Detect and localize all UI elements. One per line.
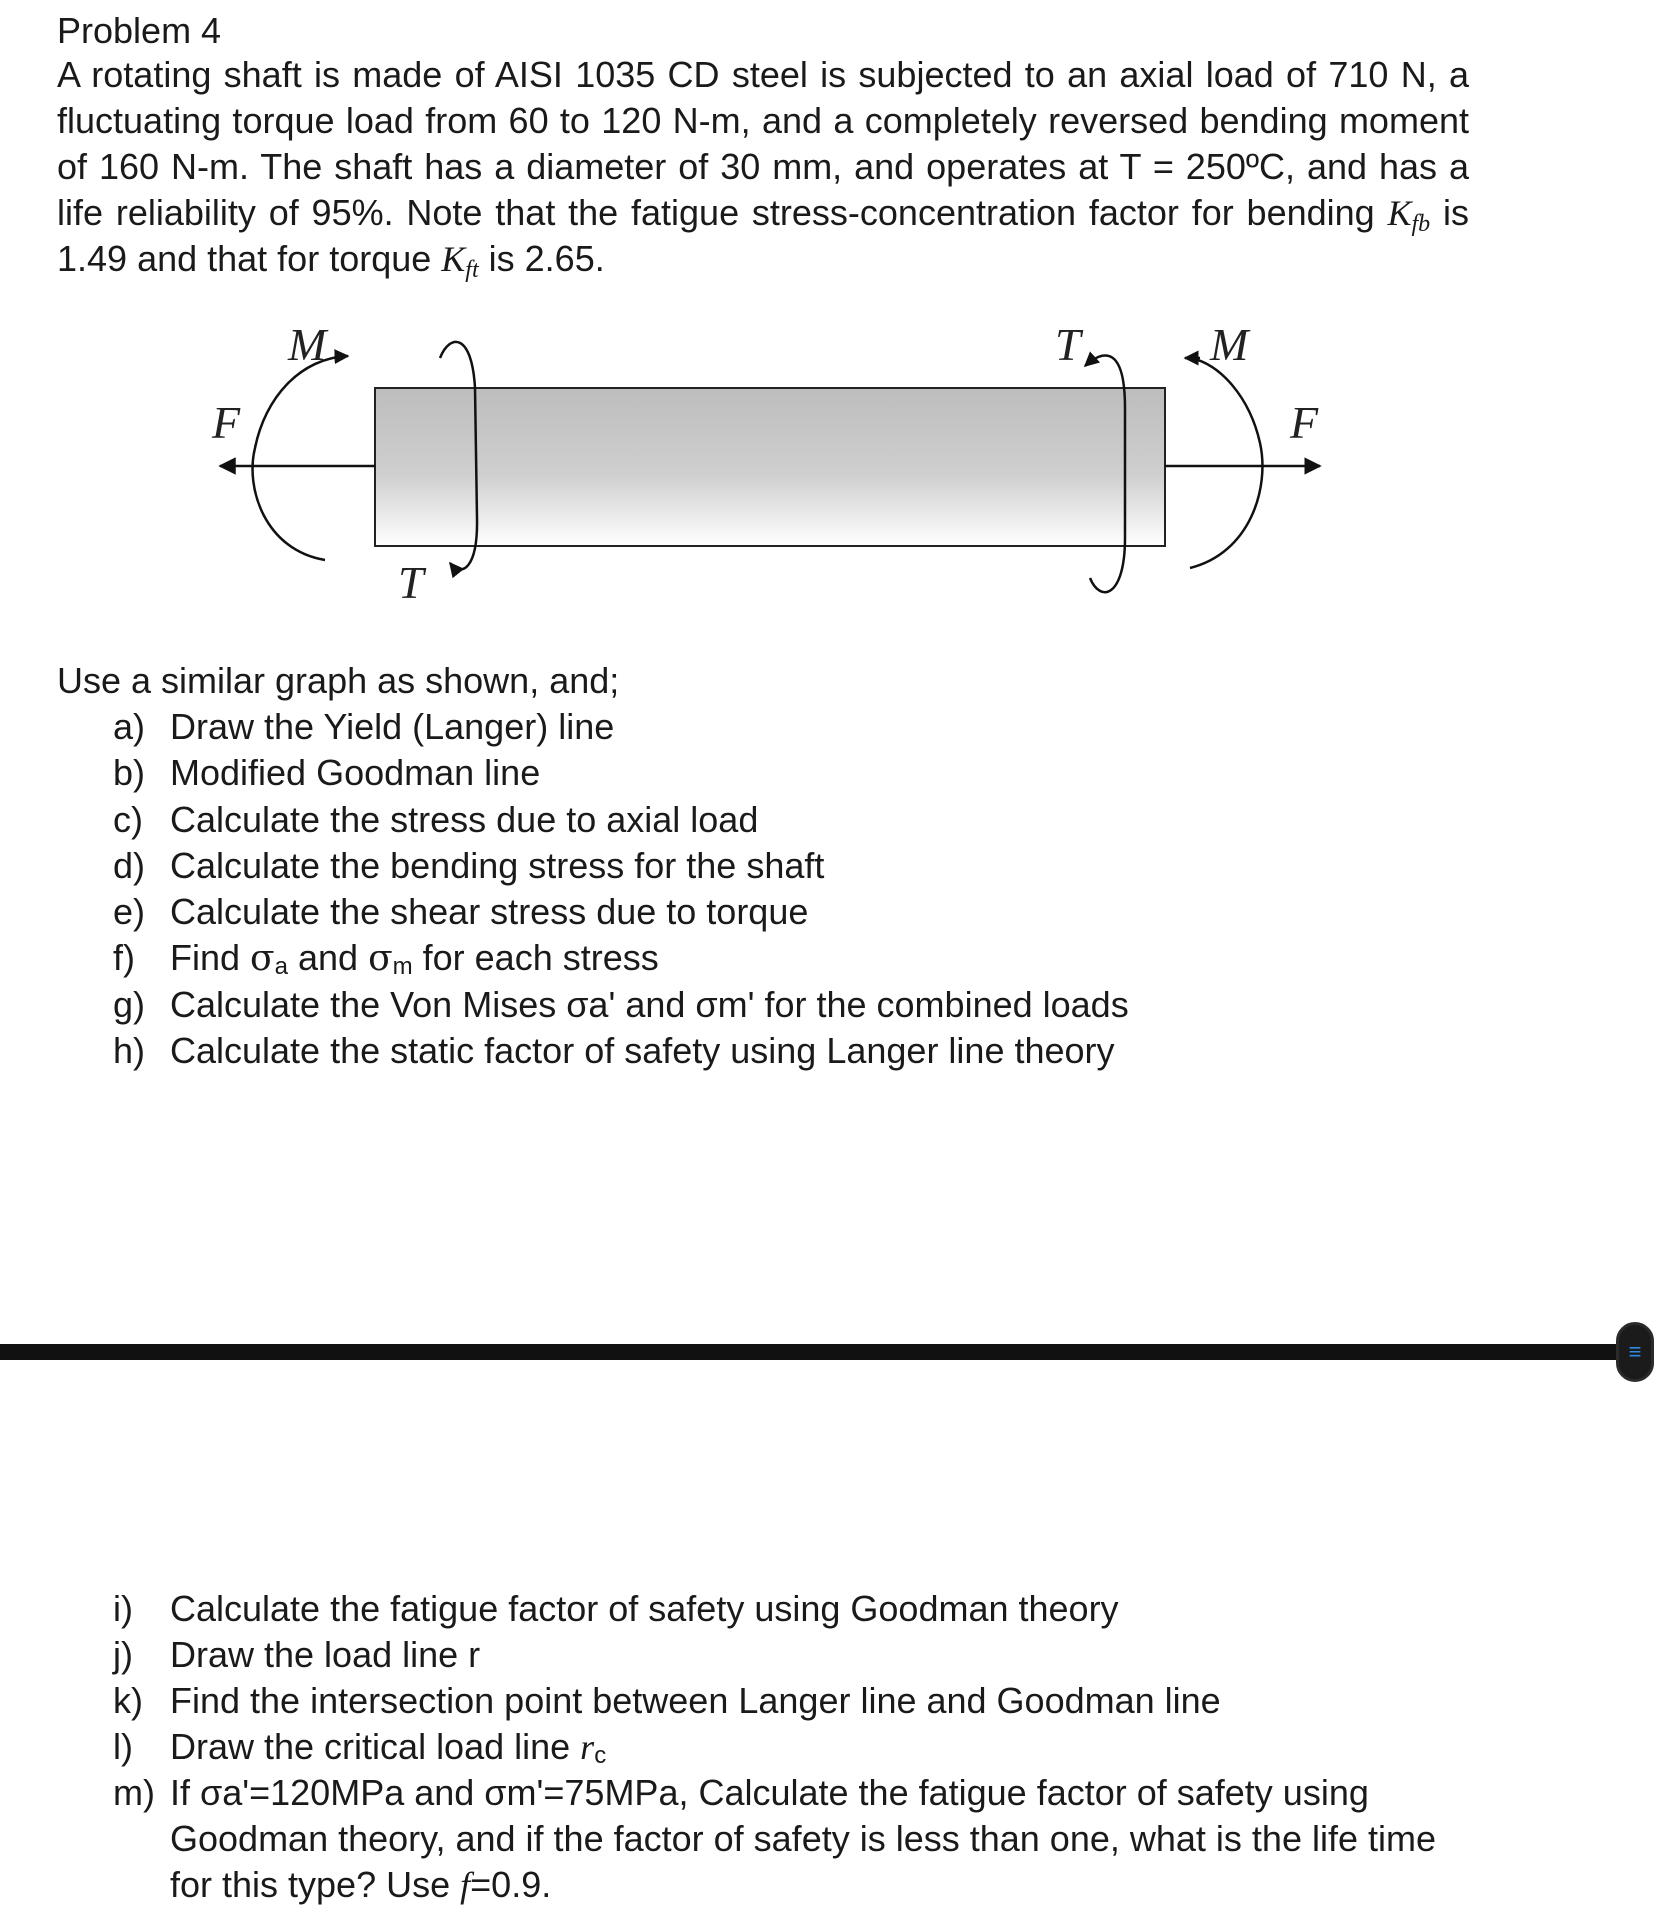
label-f-right: F [1290, 397, 1319, 448]
statement-part-1: A rotating shaft is made of AISI 1035 CD steel is subjected to an axial load of 710 N, a fluctuating torque load from 60 to 120 N-m, and a completely reversed bending moment of 160 N-m. The shaft has a diameter of 30 mm, and operates at T = 250ºC, and has a life reliability of 95%. Note that the fatigue stress-concentration factor for bending [57, 54, 1469, 233]
shaft-diagram [200, 318, 1360, 608]
task-intro: Use a similar graph as shown, and; [57, 660, 620, 701]
statement-part-2: is 1.49 and that for torque [57, 192, 1470, 279]
problem-title: Problem 4 [57, 10, 222, 51]
label-t-top: T [1055, 319, 1081, 370]
moment-arc-right [1190, 358, 1262, 568]
problem-statement [57, 52, 1469, 282]
moment-arc-left [253, 356, 348, 560]
label-m-right: M [1210, 319, 1249, 370]
page-divider [0, 1344, 1640, 1360]
drag-handle[interactable] [1616, 1322, 1654, 1382]
drag-handle-icon: ≡ [1628, 1339, 1642, 1364]
kfb-symbol: $K_{fb}$ [1387, 193, 1431, 237]
label-t-bottom: T [398, 557, 424, 608]
kft-symbol: $K_{ft}$ [441, 239, 479, 283]
label-m-left: M [288, 319, 327, 370]
statement-part-3: is 2.65. [478, 238, 605, 279]
label-f-left: F [212, 397, 241, 448]
shaft-body [375, 388, 1165, 546]
